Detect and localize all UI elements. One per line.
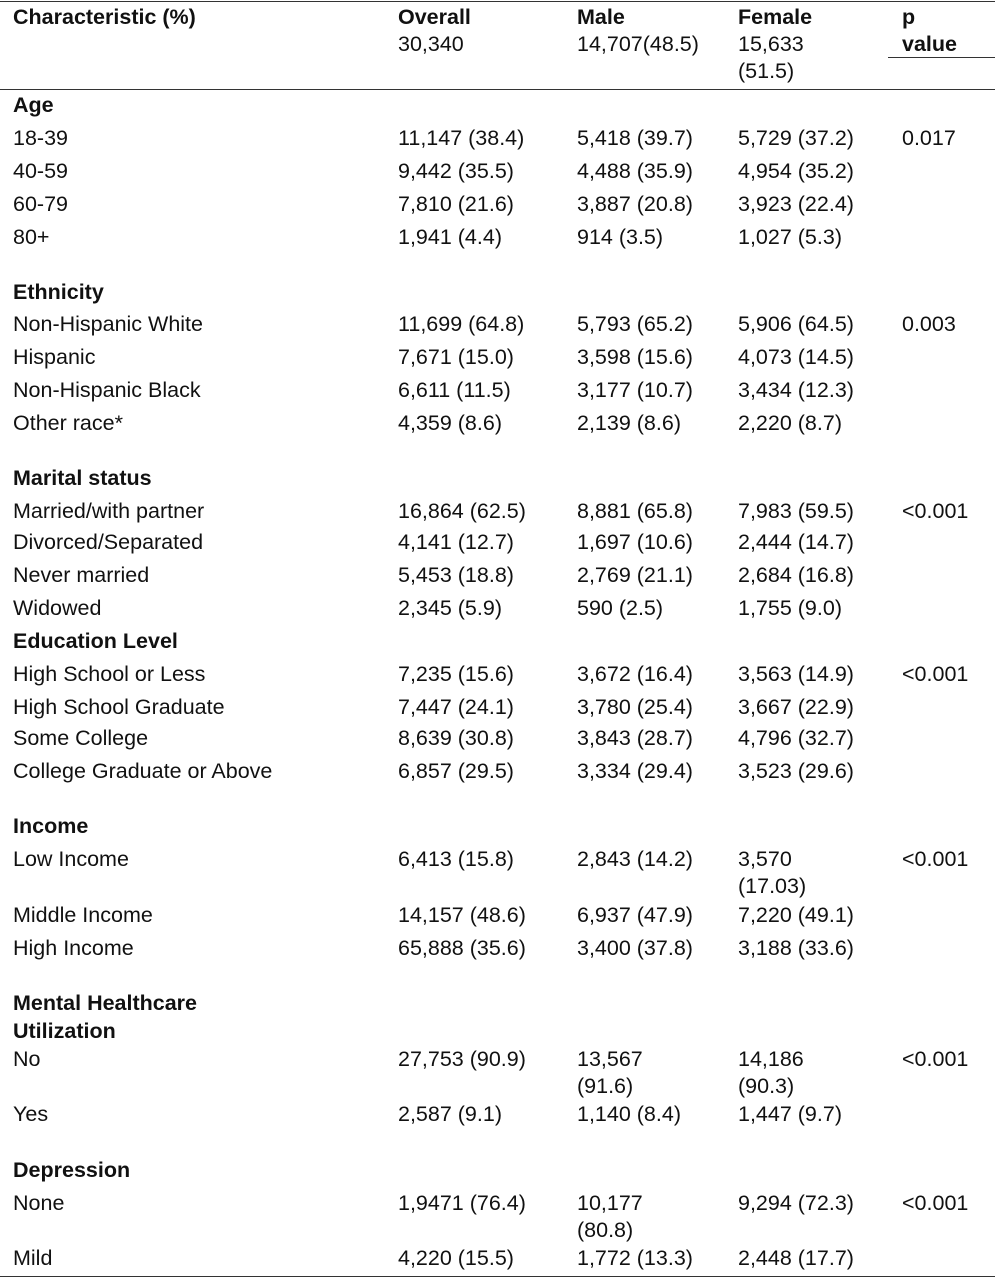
cell-p-value: 0.003 [902, 312, 956, 336]
section-title-depression: Depression [13, 1158, 131, 1182]
cell-female: 1,755 (9.0) [738, 596, 842, 620]
cell-p-value: 0.017 [902, 126, 956, 150]
cell-overall: 4,220 (15.5) [398, 1246, 514, 1270]
row-label: Mild [13, 1246, 53, 1270]
cell-overall: 11,699 (64.8) [398, 312, 525, 336]
cell-female: 1,447 (9.7) [738, 1102, 842, 1126]
cell-female: 2,444 (14.7) [738, 530, 854, 554]
cell-female: 14,186 [738, 1047, 804, 1071]
row-label: Yes [13, 1102, 49, 1126]
cell-female: 1,027 (5.3) [738, 225, 842, 249]
cell-male: 3,843 (28.7) [577, 726, 693, 750]
header-overall: Overall [398, 5, 471, 29]
cell-female: 9,294 (72.3) [738, 1191, 854, 1215]
row-label: Non-Hispanic White [13, 312, 203, 336]
cell-male: 8,881 (65.8) [577, 499, 693, 523]
cell-overall: 2,587 (9.1) [398, 1102, 502, 1126]
row-label: High School or Less [13, 662, 206, 686]
header-male-n: 14,707(48.5) [577, 32, 699, 56]
cell-male: 3,780 (25.4) [577, 695, 693, 719]
row-label: 60-79 [13, 192, 68, 216]
cell-female-continued: (90.3) [738, 1074, 795, 1098]
cell-overall: 7,447 (24.1) [398, 695, 514, 719]
row-label: Never married [13, 563, 150, 587]
cell-female: 7,983 (59.5) [738, 499, 854, 523]
cell-female: 7,220 (49.1) [738, 903, 854, 927]
row-label: None [13, 1191, 65, 1215]
cell-male: 4,488 (35.9) [577, 159, 693, 183]
cell-p-value: <0.001 [902, 499, 969, 523]
row-label: Other race* [13, 411, 123, 435]
cell-female: 4,796 (32.7) [738, 726, 854, 750]
cell-overall: 14,157 (48.6) [398, 903, 526, 927]
cell-p-value: <0.001 [902, 1047, 969, 1071]
row-label: Some College [13, 726, 149, 750]
row-label: Middle Income [13, 903, 153, 927]
section-title-utilization: Utilization [13, 1019, 116, 1043]
cell-male: 3,598 (15.6) [577, 345, 693, 369]
cell-overall: 16,864 (62.5) [398, 499, 526, 523]
cell-male: 914 (3.5) [577, 225, 664, 249]
cell-male: 3,672 (16.4) [577, 662, 693, 686]
cell-p-value: <0.001 [902, 662, 969, 686]
cell-overall: 65,888 (35.6) [398, 936, 526, 960]
cell-male: 2,139 (8.6) [577, 411, 681, 435]
cell-female: 5,906 (64.5) [738, 312, 854, 336]
cell-male: 5,418 (39.7) [577, 126, 693, 150]
cell-overall: 7,810 (21.6) [398, 192, 514, 216]
header-p-value: value [902, 32, 957, 56]
section-title-marital-status: Marital status [13, 466, 152, 490]
cell-p-value: <0.001 [902, 1191, 969, 1215]
cell-female: 3,667 (22.9) [738, 695, 854, 719]
cell-overall: 7,235 (15.6) [398, 662, 514, 686]
cell-male: 590 (2.5) [577, 596, 664, 620]
cell-male: 3,334 (29.4) [577, 759, 693, 783]
cell-male: 2,843 (14.2) [577, 847, 693, 871]
row-label: High Income [13, 936, 134, 960]
cell-female: 3,570 [738, 847, 792, 871]
cell-overall: 6,857 (29.5) [398, 759, 514, 783]
header-bottom-rule [0, 89, 995, 90]
cell-male: 3,887 (20.8) [577, 192, 693, 216]
cell-overall: 5,453 (18.8) [398, 563, 514, 587]
section-title-income: Income [13, 814, 89, 838]
cell-male-continued: (80.8) [577, 1218, 634, 1242]
cell-p-value: <0.001 [902, 847, 969, 871]
cell-male-continued: (91.6) [577, 1074, 634, 1098]
cell-female: 2,220 (8.7) [738, 411, 842, 435]
cell-male: 13,567 [577, 1047, 643, 1071]
header-female: Female [738, 5, 813, 29]
cell-overall: 1,941 (4.4) [398, 225, 502, 249]
row-label: No [13, 1047, 41, 1071]
header-male: Male [577, 5, 625, 29]
top-rule [0, 1, 995, 2]
cell-female: 3,188 (33.6) [738, 936, 854, 960]
cell-female: 4,073 (14.5) [738, 345, 854, 369]
header-p: p [902, 5, 916, 29]
cell-male: 3,400 (37.8) [577, 936, 693, 960]
cell-overall: 27,753 (90.9) [398, 1047, 526, 1071]
cell-male: 3,177 (10.7) [577, 378, 693, 402]
cell-male: 6,937 (47.9) [577, 903, 693, 927]
cell-female: 3,563 (14.9) [738, 662, 854, 686]
cell-overall: 2,345 (5.9) [398, 596, 502, 620]
cell-male: 2,769 (21.1) [577, 563, 693, 587]
cell-overall: 11,147 (38.4) [398, 126, 525, 150]
cell-overall: 8,639 (30.8) [398, 726, 514, 750]
row-label: Low Income [13, 847, 129, 871]
row-label: Divorced/Separated [13, 530, 204, 554]
row-label: Married/with partner [13, 499, 205, 523]
cell-female: 5,729 (37.2) [738, 126, 854, 150]
section-title-ethnicity: Ethnicity [13, 280, 104, 304]
row-label: Non-Hispanic Black [13, 378, 201, 402]
section-title-age: Age [13, 93, 54, 117]
header-female-n-pct: (51.5) [738, 59, 795, 83]
cell-male: 10,177 [577, 1191, 643, 1215]
row-label: 18-39 [13, 126, 68, 150]
header-overall-n: 30,340 [398, 32, 464, 56]
cell-female-continued: (17.03) [738, 874, 807, 898]
bottom-rule [0, 1276, 995, 1277]
cell-male: 1,772 (13.3) [577, 1246, 693, 1270]
row-label: Widowed [13, 596, 102, 620]
header-characteristic: Characteristic (%) [13, 5, 196, 29]
cell-female: 3,523 (29.6) [738, 759, 854, 783]
header-female-n: 15,633 [738, 32, 804, 56]
cell-overall: 9,442 (35.5) [398, 159, 514, 183]
cell-female: 4,954 (35.2) [738, 159, 854, 183]
cell-female: 2,448 (17.7) [738, 1246, 854, 1270]
cell-female: 2,684 (16.8) [738, 563, 854, 587]
row-label: High School Graduate [13, 695, 225, 719]
cell-overall: 4,359 (8.6) [398, 411, 502, 435]
section-title-education-level: Education Level [13, 629, 178, 653]
row-label: College Graduate or Above [13, 759, 273, 783]
cell-overall: 1,9471 (76.4) [398, 1191, 526, 1215]
cell-male: 1,697 (10.6) [577, 530, 693, 554]
section-title-mental-healthcare: Mental Healthcare [13, 991, 198, 1015]
row-label: 80+ [13, 225, 50, 249]
cell-female: 3,923 (22.4) [738, 192, 854, 216]
cell-male: 1,140 (8.4) [577, 1102, 681, 1126]
row-label: Hispanic [13, 345, 96, 369]
cell-female: 3,434 (12.3) [738, 378, 854, 402]
cell-overall: 4,141 (12.7) [398, 530, 514, 554]
cell-overall: 6,611 (11.5) [398, 378, 511, 402]
row-label: 40-59 [13, 159, 68, 183]
cell-male: 5,793 (65.2) [577, 312, 693, 336]
cell-overall: 7,671 (15.0) [398, 345, 514, 369]
cell-overall: 6,413 (15.8) [398, 847, 514, 871]
